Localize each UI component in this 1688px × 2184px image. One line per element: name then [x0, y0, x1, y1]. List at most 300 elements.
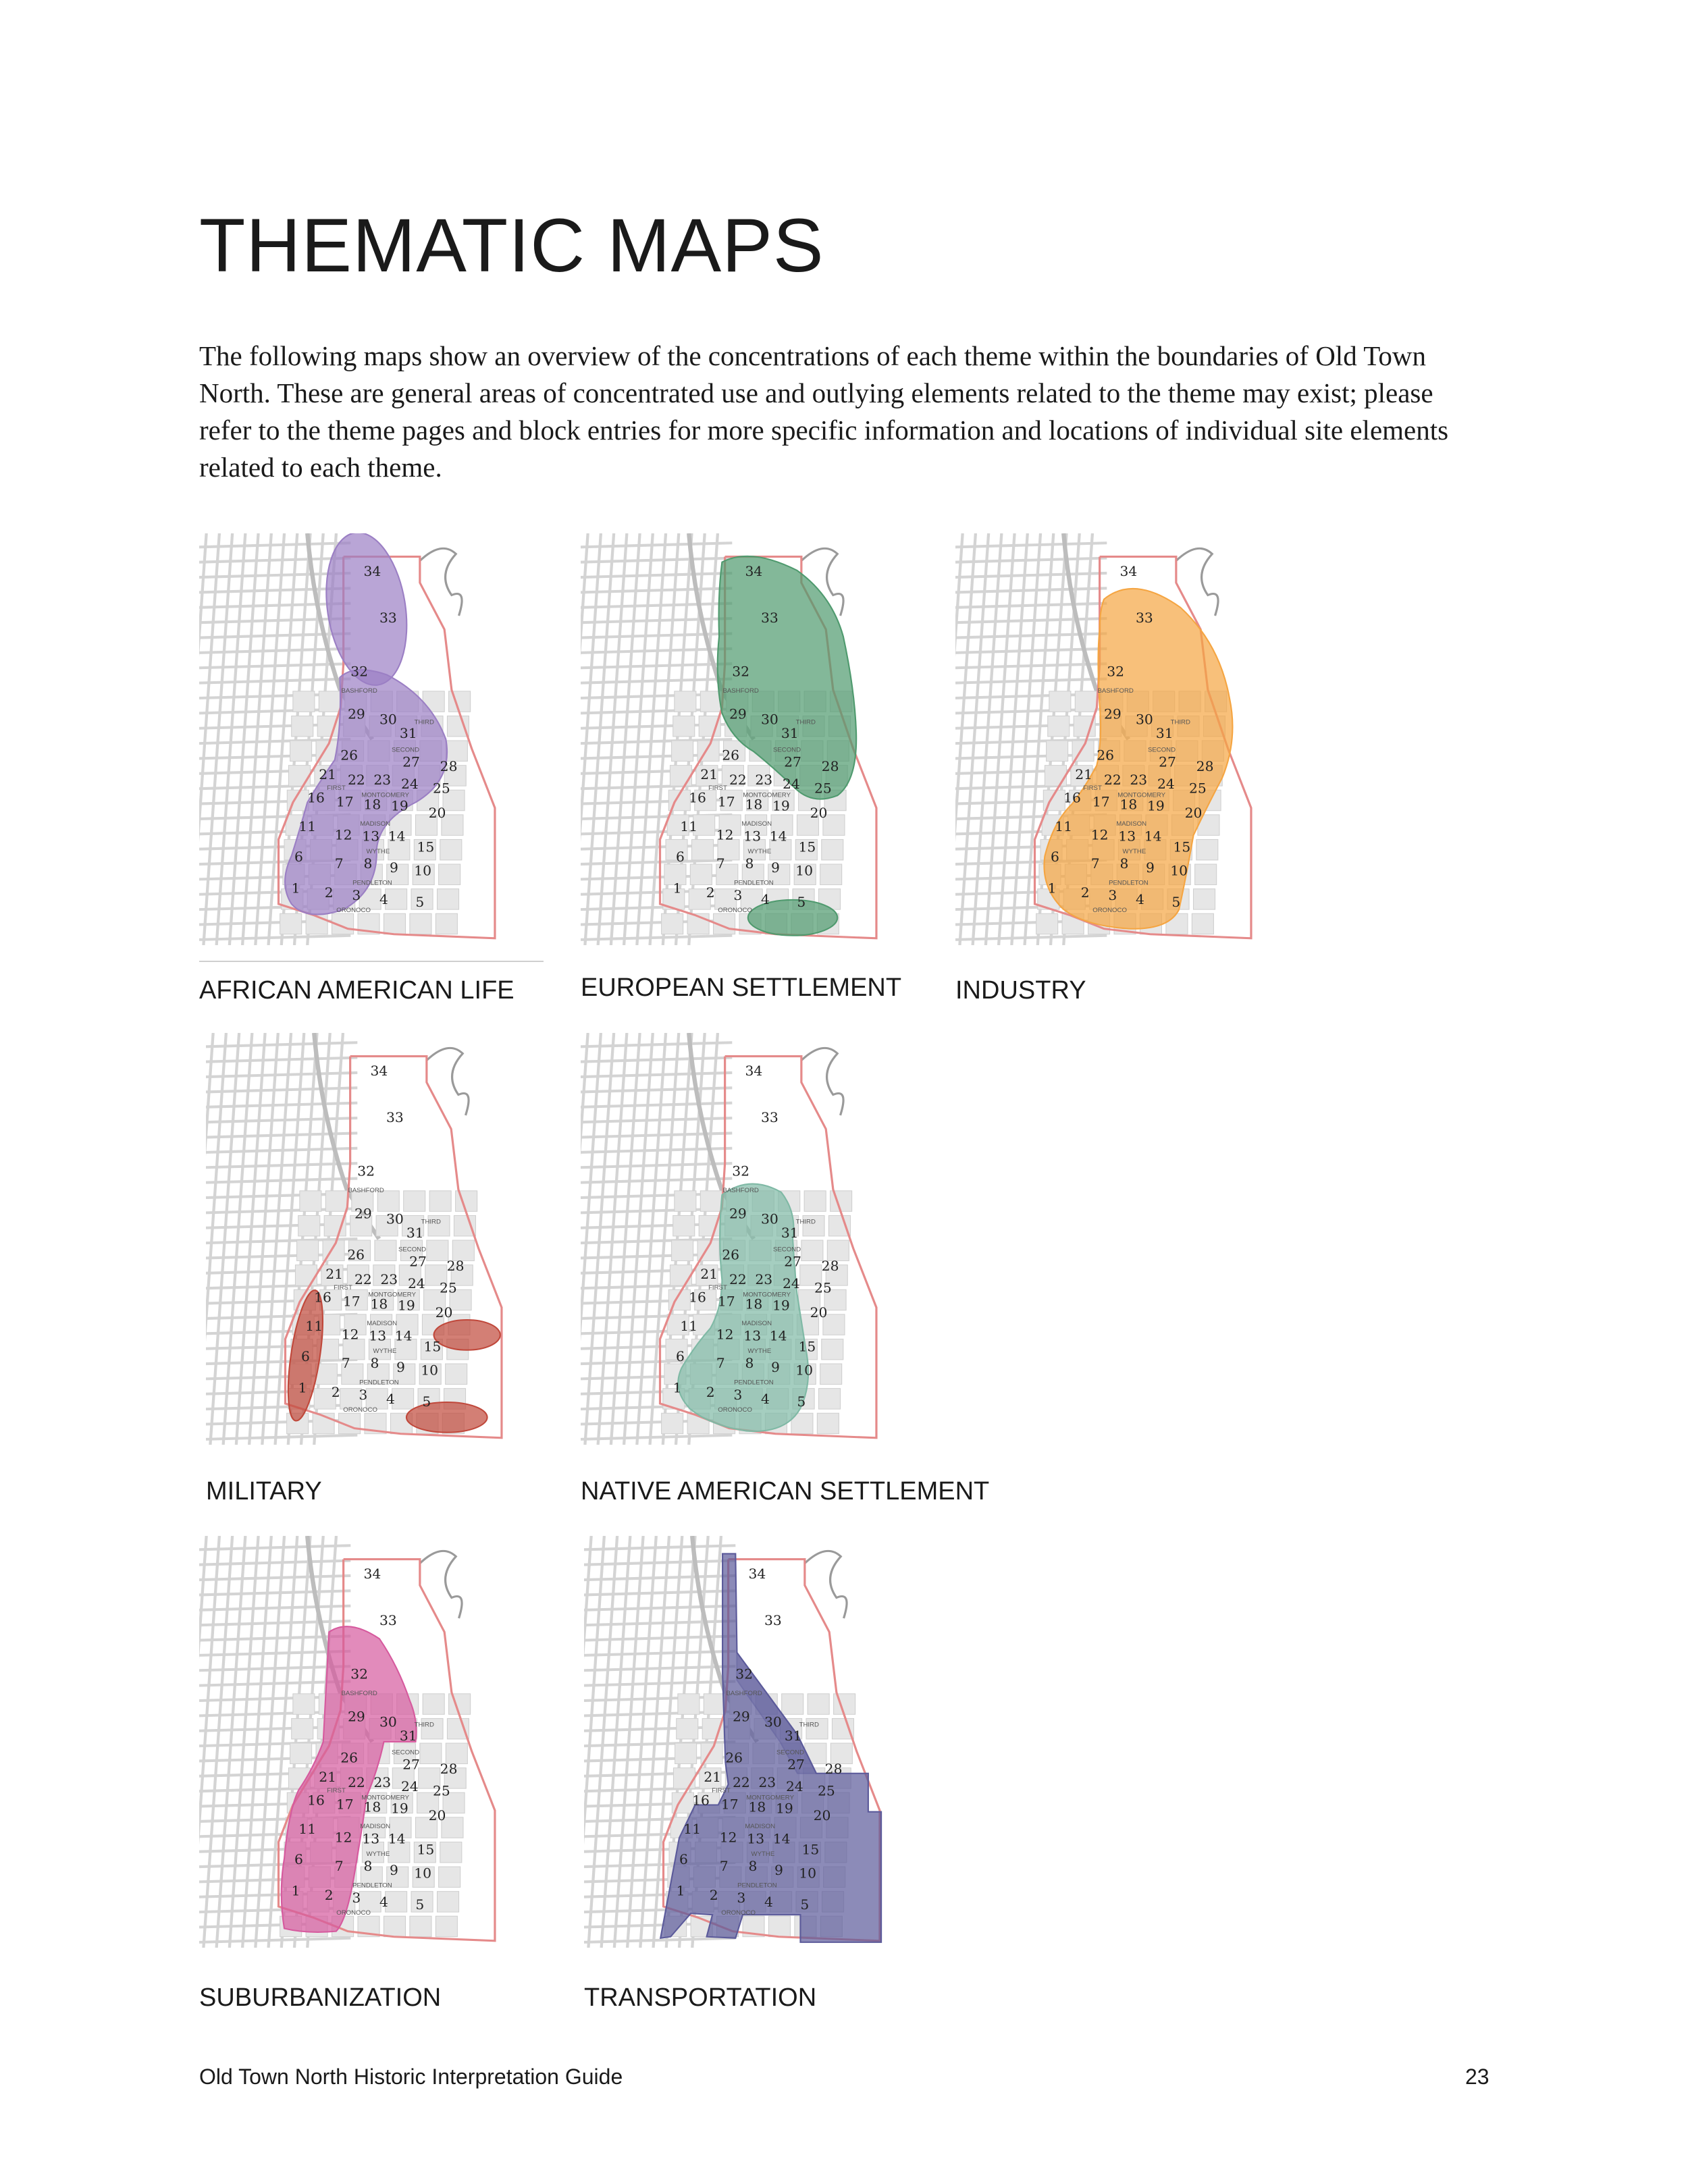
block-number: 33 [1135, 610, 1153, 627]
city-block [439, 864, 460, 885]
block-number: 20 [810, 1305, 828, 1321]
block-number: 34 [748, 1566, 766, 1582]
block-number: 22 [729, 1272, 747, 1287]
street-label: SECOND [391, 746, 420, 753]
street-label: ORONOCO [343, 1406, 377, 1414]
street-label: WYTHE [373, 1347, 397, 1354]
map-transportation [584, 1536, 901, 1948]
city-block [1049, 691, 1071, 712]
city-block [1045, 766, 1066, 787]
block-number: 31 [1155, 726, 1173, 741]
city-block [834, 1694, 855, 1715]
street-label: MONTGOMERY [743, 791, 791, 799]
block-number: 12 [1090, 827, 1109, 843]
block-number: 16 [307, 1792, 325, 1809]
street-label: THIRD [1170, 718, 1190, 726]
block-number: 27 [409, 1254, 427, 1270]
block-number: 11 [680, 1319, 698, 1335]
block-number: 24 [401, 1779, 419, 1795]
block-number: 21 [704, 1769, 722, 1785]
street-label: PENDLETON [352, 1882, 392, 1889]
city-block [392, 1389, 414, 1410]
block-number: 21 [325, 1267, 344, 1282]
block-number: 2 [706, 1385, 715, 1400]
block-number: 12 [334, 1830, 352, 1846]
street-label: MADISON [741, 820, 772, 828]
city-block [768, 1916, 790, 1937]
block-number: 3 [359, 1387, 368, 1403]
block-number: 23 [755, 1272, 773, 1287]
block-number: 2 [1080, 885, 1090, 901]
street-label: BASHFORD [1097, 687, 1134, 694]
block-number: 16 [689, 790, 706, 806]
block-number: 7 [719, 1859, 729, 1875]
block-number: 33 [386, 1110, 404, 1126]
block-number: 12 [716, 1327, 734, 1343]
map-graphic [955, 533, 1273, 945]
block-number: 15 [417, 840, 435, 855]
block-number: 29 [729, 706, 747, 722]
block-number: 3 [352, 888, 361, 903]
map-military [206, 1033, 523, 1445]
city-block [427, 1240, 448, 1261]
block-number: 17 [717, 795, 735, 810]
block-number: 5 [800, 1897, 810, 1913]
street-label: MONTGOMERY [1117, 791, 1165, 799]
city-block [1196, 839, 1218, 860]
street-label: ORONOCO [336, 1909, 371, 1917]
city-block [386, 1892, 407, 1913]
street-label: THIRD [799, 1721, 819, 1728]
block-number: 1 [672, 881, 682, 897]
block-number: 31 [781, 1225, 799, 1241]
block-number: 4 [760, 1391, 770, 1407]
block-number: 9 [770, 860, 780, 876]
street-label: MONTGOMERY [743, 1291, 791, 1298]
street-label: WYTHE [366, 1850, 390, 1857]
block-number: 7 [334, 1859, 344, 1875]
city-block [438, 1892, 459, 1913]
block-number: 19 [398, 1298, 415, 1314]
map-graphic [199, 533, 517, 945]
block-number: 3 [1108, 888, 1117, 903]
block-number: 18 [370, 1297, 388, 1312]
block-number: 29 [347, 1709, 365, 1725]
block-number: 31 [784, 1728, 802, 1744]
block-number: 27 [402, 755, 420, 770]
street-label: WYTHE [751, 1850, 775, 1857]
block-number: 27 [787, 1757, 805, 1773]
block-number: 11 [298, 819, 317, 835]
city-block [817, 1413, 839, 1434]
block-number: 16 [307, 790, 325, 806]
block-number: 11 [683, 1821, 702, 1838]
city-block [662, 913, 683, 934]
map-native-american-settlement [581, 1033, 898, 1445]
block-number: 12 [719, 1830, 737, 1846]
city-block [678, 1694, 700, 1715]
block-number: 22 [354, 1272, 372, 1287]
street-label: THIRD [795, 1218, 816, 1225]
block-number: 21 [700, 767, 718, 782]
city-block [672, 1240, 693, 1261]
block-number: 30 [379, 1715, 397, 1730]
city-block [446, 741, 467, 762]
city-block [673, 1215, 695, 1236]
block-number: 7 [716, 856, 725, 872]
street-label: FIRST [708, 1284, 727, 1291]
city-block [438, 889, 459, 910]
block-number: 34 [1119, 564, 1138, 579]
block-number: 2 [331, 1385, 340, 1400]
street-label: MONTGOMERY [368, 1291, 416, 1298]
block-number: 33 [764, 1613, 782, 1629]
block-number: 5 [797, 895, 806, 910]
block-number: 12 [334, 827, 352, 843]
block-number: 32 [732, 1163, 750, 1179]
street-label: MADISON [741, 1320, 772, 1327]
block-number: 29 [347, 706, 365, 722]
street-label: MADISON [367, 1320, 398, 1327]
street-label: FIRST [327, 784, 346, 792]
block-number: 25 [814, 1280, 832, 1296]
block-number: 18 [363, 1800, 381, 1815]
city-block [804, 1191, 826, 1212]
map-graphic [581, 533, 898, 945]
block-number: 4 [1135, 892, 1144, 907]
block-number: 1 [298, 1381, 307, 1396]
block-number: 15 [798, 1339, 816, 1355]
city-block [449, 691, 471, 712]
block-number: 27 [784, 755, 801, 770]
block-number: 6 [294, 849, 303, 865]
block-number: 19 [1147, 799, 1165, 814]
block-number: 14 [394, 1328, 413, 1344]
block-number: 3 [733, 888, 743, 903]
city-block [670, 1265, 691, 1286]
block-number: 15 [417, 1842, 435, 1858]
block-number: 8 [363, 856, 373, 872]
block-number: 13 [362, 1831, 380, 1847]
block-number: 33 [379, 610, 397, 627]
city-block [827, 1240, 849, 1261]
street-label: SECOND [772, 1246, 801, 1253]
block-number: 16 [692, 1792, 710, 1809]
city-block [439, 1867, 460, 1888]
block-number: 19 [776, 1801, 793, 1817]
city-block [325, 1191, 347, 1212]
block-number: 17 [720, 1797, 739, 1813]
block-number: 23 [373, 772, 392, 788]
block-number: 3 [352, 1890, 361, 1906]
block-number: 1 [291, 881, 300, 897]
block-number: 20 [810, 805, 828, 821]
street-label: ORONOCO [718, 1406, 752, 1414]
block-number: 4 [764, 1894, 773, 1910]
block-number: 10 [414, 863, 432, 879]
city-block [675, 1191, 696, 1212]
block-number: 25 [1189, 780, 1207, 797]
block-number: 5 [415, 1897, 425, 1913]
map-european-settlement [581, 533, 898, 945]
block-number: 23 [1130, 772, 1148, 788]
block-number: 6 [679, 1852, 688, 1867]
street-label: PENDLETON [734, 879, 774, 886]
street-label: THIRD [414, 718, 434, 726]
block-number: 10 [795, 1362, 814, 1379]
block-number: 21 [319, 1769, 337, 1785]
city-block [300, 1191, 321, 1212]
city-block [1192, 913, 1213, 934]
page-title: THEMATIC MAPS [199, 203, 824, 288]
block-number: 30 [1135, 712, 1153, 728]
street-label: THIRD [421, 1218, 441, 1225]
block-number: 8 [370, 1356, 379, 1372]
block-number: 20 [1184, 805, 1203, 821]
block-number: 9 [770, 1360, 780, 1376]
city-block [384, 913, 405, 934]
city-block [1047, 741, 1068, 762]
street-label: PENDLETON [734, 1379, 774, 1386]
city-block [822, 1339, 843, 1360]
block-number: 28 [821, 1258, 839, 1274]
street-label: PENDLETON [737, 1882, 777, 1889]
block-number: 30 [386, 1212, 404, 1227]
block-number: 1 [291, 1884, 300, 1899]
city-block [290, 741, 312, 762]
city-block [675, 691, 696, 712]
block-number: 18 [745, 1297, 763, 1312]
city-block [410, 1916, 431, 1937]
block-number: 9 [774, 1863, 783, 1879]
block-number: 6 [675, 849, 685, 865]
block-number: 9 [389, 860, 398, 876]
block-number: 20 [428, 1808, 446, 1823]
block-number: 3 [737, 1890, 746, 1906]
block-number: 29 [732, 1709, 750, 1725]
theme-area [406, 1402, 487, 1433]
block-number: 25 [818, 1783, 835, 1799]
block-number: 32 [357, 1163, 375, 1179]
intro-paragraph: The following maps show an overview of the concentrations of each theme within the boundaries of Old Town North. These are general areas of concentrated use and outlying elements related to the theme may exist; please refer to the theme pages and block entries for more specific information and locations of individual site elements related to each theme. [199, 340, 1449, 483]
block-number: 29 [1103, 706, 1122, 722]
block-number: 1 [1047, 881, 1057, 897]
street-label: FIRST [708, 784, 727, 792]
block-number: 4 [379, 892, 388, 907]
caption-divider [199, 961, 544, 962]
block-number: 10 [799, 1865, 817, 1882]
block-number: 14 [388, 828, 406, 845]
block-number: 26 [722, 1247, 740, 1263]
city-block [288, 766, 310, 787]
block-number: 22 [729, 772, 747, 788]
street-label: MADISON [360, 820, 391, 828]
street-label: BASHFORD [341, 1690, 377, 1697]
block-number: 15 [798, 840, 816, 855]
block-number: 18 [363, 797, 381, 813]
block-number: 32 [735, 1666, 754, 1682]
block-number: 11 [305, 1319, 323, 1335]
city-block [410, 913, 431, 934]
block-number: 30 [760, 1212, 779, 1227]
block-number: 6 [1050, 849, 1059, 865]
street-label: SECOND [391, 1749, 420, 1756]
block-number: 11 [680, 819, 698, 835]
block-number: 14 [769, 1328, 787, 1344]
block-number: 30 [379, 712, 397, 728]
city-block [677, 1718, 698, 1739]
block-number: 17 [342, 1294, 361, 1310]
street-label: FIRST [334, 1284, 352, 1291]
block-number: 20 [428, 805, 446, 821]
city-block [452, 1240, 474, 1261]
city-block [446, 1364, 467, 1384]
street-label: THIRD [414, 1721, 434, 1728]
city-block [782, 1694, 803, 1715]
map-graphic [584, 1536, 901, 1948]
map-african-american-life [199, 533, 517, 945]
street-label: ORONOCO [336, 907, 371, 914]
block-number: 5 [1171, 895, 1181, 910]
block-number: 14 [388, 1831, 406, 1847]
map-caption: AFRICAN AMERICAN LIFE [199, 976, 515, 1005]
street-label: MADISON [1116, 820, 1147, 828]
block-number: 10 [421, 1362, 439, 1379]
city-block [298, 1215, 320, 1236]
street-label: FIRST [327, 1787, 346, 1794]
block-number: 24 [408, 1276, 425, 1292]
map-caption: TRANSPORTATION [584, 1983, 817, 2012]
city-block [820, 1364, 842, 1384]
city-block [808, 1694, 829, 1715]
block-number: 31 [399, 1728, 417, 1744]
block-number: 33 [760, 1110, 779, 1126]
block-number: 25 [433, 1783, 450, 1799]
block-number: 2 [324, 885, 334, 901]
block-number: 18 [748, 1800, 766, 1815]
map-graphic [199, 1536, 517, 1948]
street-label: PENDLETON [352, 879, 392, 886]
block-number: 28 [440, 759, 458, 774]
block-number: 26 [725, 1750, 743, 1766]
theme-area [434, 1320, 500, 1350]
street-label: BASHFORD [726, 1690, 762, 1697]
block-number: 34 [745, 1063, 763, 1079]
block-number: 22 [1103, 772, 1122, 788]
street-label: SECOND [1147, 746, 1176, 753]
block-number: 13 [369, 1328, 387, 1344]
block-number: 13 [1118, 828, 1136, 845]
block-number: 18 [1119, 797, 1138, 813]
block-number: 1 [672, 1381, 682, 1396]
block-number: 25 [440, 1280, 457, 1296]
street-label: PENDLETON [1109, 879, 1149, 886]
block-number: 4 [386, 1391, 395, 1407]
block-number: 22 [347, 772, 365, 788]
block-number: 29 [354, 1206, 372, 1222]
block-number: 9 [389, 1863, 398, 1879]
city-block [819, 1389, 841, 1410]
map-caption: MILITARY [206, 1477, 322, 1506]
block-number: 30 [760, 712, 779, 728]
block-number: 16 [314, 1289, 332, 1306]
city-block [292, 1718, 313, 1739]
footer-page-number: 23 [1465, 2065, 1489, 2089]
street-label: SECOND [772, 746, 801, 753]
city-block [672, 741, 693, 762]
city-block [690, 864, 712, 885]
street-label: MONTGOMERY [361, 1794, 409, 1801]
city-block [295, 1265, 317, 1286]
block-number: 25 [433, 780, 450, 797]
block-number: 11 [1055, 819, 1073, 835]
block-number: 17 [1092, 795, 1110, 810]
block-number: 6 [300, 1349, 310, 1364]
block-number: 15 [1173, 840, 1191, 855]
block-number: 28 [440, 1761, 458, 1777]
city-block [280, 913, 302, 934]
city-block [675, 1743, 697, 1764]
block-number: 26 [722, 747, 740, 764]
street-label: FIRST [1083, 784, 1102, 792]
city-block [440, 1842, 462, 1863]
city-block [436, 1916, 457, 1937]
block-number: 19 [391, 799, 408, 814]
block-number: 18 [745, 797, 763, 813]
city-block [673, 1768, 695, 1789]
block-number: 14 [1144, 828, 1162, 845]
block-number: 13 [747, 1831, 765, 1847]
city-block [692, 839, 714, 860]
block-number: 28 [446, 1258, 465, 1274]
block-number: 8 [748, 1859, 758, 1875]
block-number: 27 [402, 1757, 420, 1773]
street-label: SECOND [398, 1246, 427, 1253]
city-block [292, 716, 313, 737]
city-block [429, 1191, 451, 1212]
block-number: 8 [363, 1859, 373, 1875]
block-number: 8 [745, 856, 754, 872]
street-label: THIRD [795, 718, 816, 726]
block-number: 15 [423, 1339, 442, 1355]
city-block [319, 691, 340, 712]
block-number: 14 [769, 828, 787, 845]
block-number: 32 [350, 664, 369, 680]
city-block [293, 691, 315, 712]
street-label: BASHFORD [341, 687, 377, 694]
block-number: 34 [363, 564, 381, 579]
block-number: 12 [341, 1327, 359, 1343]
block-number: 13 [743, 828, 762, 845]
street-label: WYTHE [747, 847, 772, 855]
footer-guide-title: Old Town North Historic Interpretation Guide [199, 2065, 623, 2089]
block-number: 26 [340, 1750, 359, 1766]
street-label: MADISON [360, 1823, 391, 1830]
city-block [704, 1694, 725, 1715]
city-block [700, 1191, 722, 1212]
block-number: 2 [324, 1888, 334, 1903]
block-number: 26 [347, 1247, 365, 1263]
map-graphic [581, 1033, 898, 1445]
city-block [830, 1191, 852, 1212]
city-block [670, 766, 691, 787]
city-block [456, 1191, 477, 1212]
block-number: 19 [772, 1298, 790, 1314]
city-block [830, 1743, 852, 1764]
block-number: 33 [760, 610, 779, 627]
block-number: 24 [783, 1276, 800, 1292]
block-number: 20 [813, 1808, 831, 1823]
